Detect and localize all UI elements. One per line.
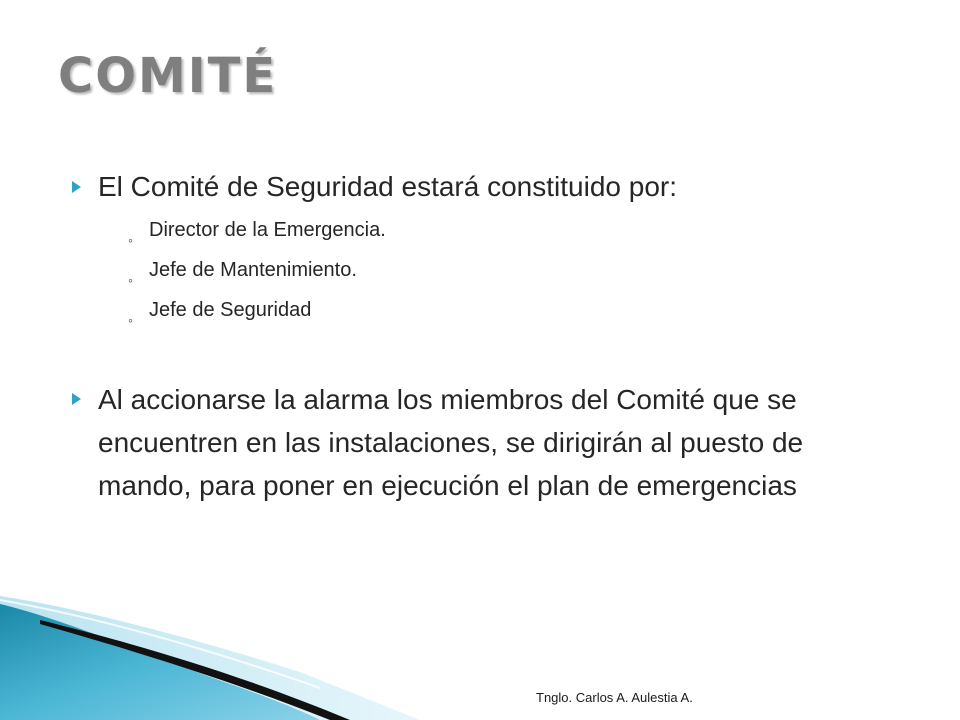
footer-author: Tnglo. Carlos A. Aulestia A. [536,690,693,705]
wave-teal-layer [0,604,320,720]
circle-bullet-icon: ◦ [128,232,133,248]
bullet-text: Al accionarse la alarma los miembros del Comité que se encuentren en las instalaciones, se dirigirán al puesto de mando, para poner en ejecución el plan de emergencias [98,384,804,501]
bullet-item [72,378,898,507]
sub-bullet-item [98,290,902,330]
circle-bullet-icon: ◦ [128,272,133,288]
slide-title: COMITÉ [58,48,278,104]
sub-bullet-item [98,250,902,290]
bullet-text: El Comité de Seguridad estará constituido por: [98,171,677,202]
slide-content [72,166,902,507]
sub-bullet-item [98,210,902,250]
circle-bullet-icon: ◦ [128,312,133,328]
triangle-bullet-icon [72,181,81,193]
sub-bullet-text: Director de la Emergencia. [149,219,386,241]
sub-bullet-text: Jefe de Mantenimiento. [149,259,357,281]
triangle-bullet-icon [72,393,81,405]
bullet-item [72,166,902,330]
sub-bullet-list [98,210,902,330]
decorative-wave-graphic [0,560,420,720]
sub-bullet-text: Jefe de Seguridad [149,299,312,321]
